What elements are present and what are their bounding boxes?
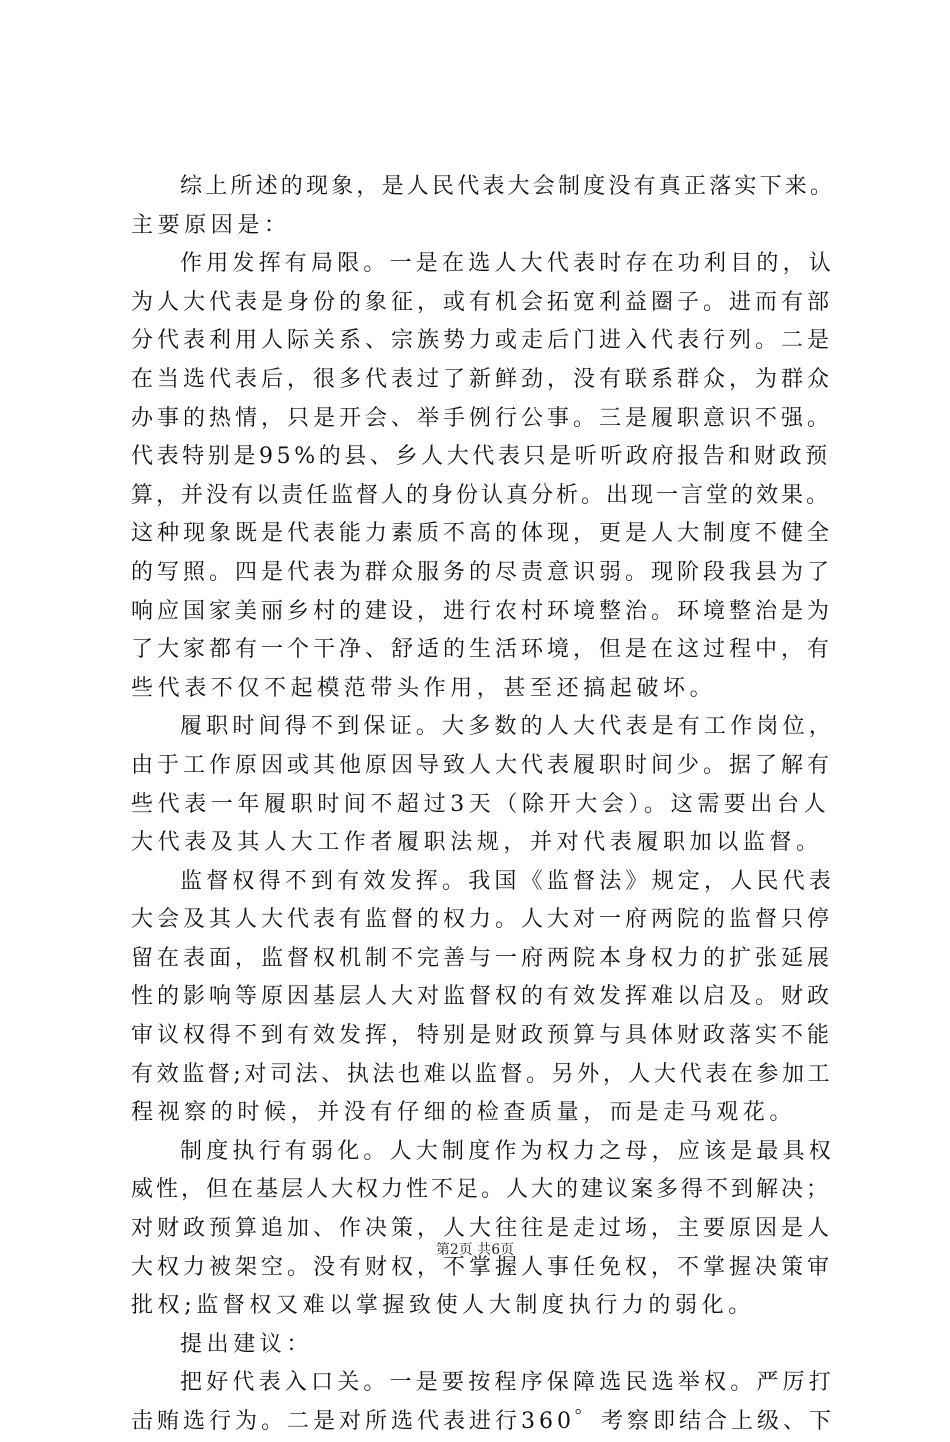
text-line: 大代表及其人大工作者履职法规，并对代表履职加以监督。 (131, 830, 823, 856)
text-line: 的写照。四是代表为群众服务的尽责意识弱。现阶段我县为了 (131, 559, 834, 585)
text-line: 综上所述的现象，是人民代表大会制度没有真正落实下来。 (180, 174, 836, 199)
text-line: 击贿选行为。二是对所选代表进行360゜考察即结合上级、下 (131, 1409, 835, 1434)
text-line: 些代表一年履职时间不超过3天（除开大会）。这需要出台人 (131, 791, 831, 817)
text-line: 履职时间得不到保证。大多数的人大代表是有工作岗位， (180, 714, 836, 740)
text-line: 对财政预算追加、作决策，人大往往是走过场，主要原因是人 (131, 1216, 834, 1242)
text-line: 大会及其人大代表有监督的权力。人大对一府两院的监督只停 (131, 907, 834, 933)
text-line: 响应国家美丽乡村的建设，进行农村环境整治。环境整治是为 (131, 598, 834, 624)
text-line: 分代表利用人际关系、宗族势力或走后门进入代表行列。二是 (131, 328, 834, 354)
text-line: 办事的热情，只是开会、举手例行公事。三是履职意识不强。 (131, 405, 834, 431)
text-line: 大权力被架空。没有财权，不掌握人事任免权，不掌握决策审 (131, 1254, 834, 1280)
text-line: 代表特别是95%的县、乡人大代表只是听听政府报告和财政预 (131, 444, 831, 470)
text-line: 主要原因是： (131, 212, 291, 238)
text-line: 提出建议： (180, 1331, 314, 1357)
text-line: 了大家都有一个干净、舒适的生活环境，但是在这过程中，有 (131, 637, 834, 663)
text-line: 性的影响等原因基层人大对监督权的有效发挥难以启及。财政 (131, 984, 834, 1010)
text-line: 审议权得不到有效发挥，特别是财政预算与具体财政落实不能 (131, 1023, 834, 1049)
text-line: 把好代表入口关。一是要按程序保障选民选举权。严厉打 (180, 1370, 836, 1396)
text-line: 算，并没有以责任监督人的身份认真分析。出现一言堂的效果。 (131, 482, 832, 508)
text-line: 威性，但在基层人大权力性不足。人大的建议案多得不到解决； (131, 1177, 832, 1203)
text-line: 为人大代表是身份的象征，或有机会拓宽利益圈子。进而有部 (131, 289, 834, 315)
text-line: 监督权得不到有效发挥。我国《监督法》规定，人民代表 (180, 868, 836, 894)
text-line: 批权;监督权又难以掌握致使人大制度执行力的弱化。 (131, 1293, 755, 1319)
text-line: 由于工作原因或其他原因导致人大代表履职时间少。据了解有 (131, 752, 834, 778)
text-line: 有效监督;对司法、执法也难以监督。另外，人大代表在参加工 (131, 1061, 834, 1087)
page-footer: 第2页 共6页 (435, 1242, 515, 1258)
text-line: 制度执行有弱化。人大制度作为权力之母，应该是最具权 (180, 1138, 836, 1164)
text-line: 些代表不仅不起模范带头作用，甚至还搞起破坏。 (131, 675, 717, 701)
text-line: 这种现象既是代表能力素质不高的体现，更是人大制度不健全 (131, 521, 834, 547)
text-line: 作用发挥有局限。一是在选人大代表时存在功利目的，认 (180, 251, 836, 277)
text-line: 在当选代表后，很多代表过了新鲜劲，没有联系群众，为群众 (131, 366, 834, 392)
text-line: 程视察的时候，并没有仔细的检查质量，而是走马观花。 (131, 1100, 797, 1126)
text-line: 留在表面，监督权机制不完善与一府两院本身权力的扩张延展 (131, 945, 834, 971)
